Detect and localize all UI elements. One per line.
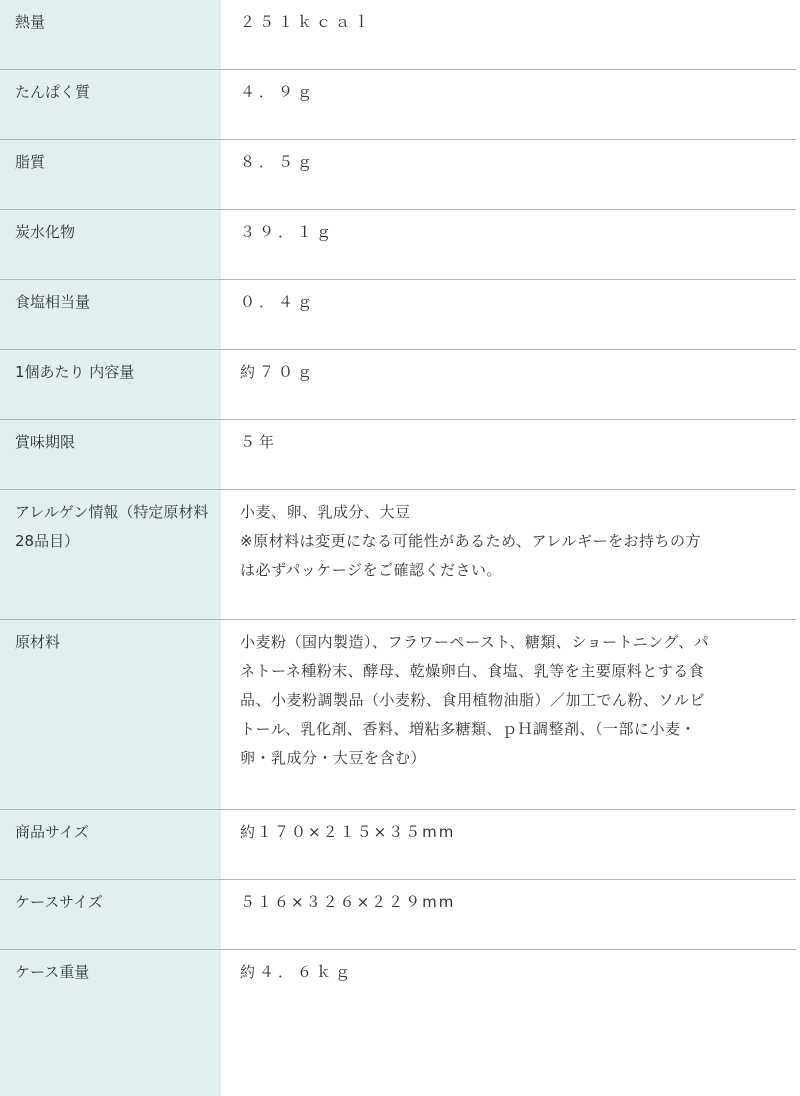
spec-label: 食塩相当量 (15, 293, 91, 311)
spec-label: ケース重量 (15, 963, 90, 981)
spec-value: 小麦、卵、乳成分、大豆 ※原材料は変更になる可能性があるため、アレルギーをお持ちの方は必ずパッケージをご確認ください。 (240, 503, 701, 579)
spec-row-ingredients (0, 620, 796, 810)
spec-row-content-per-piece (0, 350, 796, 420)
spec-label: 賞味期限 (15, 433, 76, 451)
spec-value: ２５１ｋｃａｌ (240, 13, 374, 31)
spec-label: ケースサイズ (15, 893, 103, 911)
spec-row-carbohydrate (0, 210, 796, 280)
spec-value: ５１６×３２６×２２９mm (240, 893, 456, 911)
spec-row-fat (0, 140, 796, 210)
spec-value: ３９．１ｇ (240, 223, 336, 241)
spec-row-allergen-info (0, 490, 796, 620)
spec-label: たんぱく質 (15, 83, 91, 101)
spec-value: 小麦粉（国内製造）、フラワーペースト、糖類、ショートニング、パネトーネ種粉末、酵母、乾燥卵白、食塩、乳等を主要原料とする食品、小麦粉調製品（小麦粉、食用植物油脂）／加工でん粉、ソルビトール、乳化剤、香料、増粘多糖類、ｐＨ調整剤、（一部に小麦・卵・乳成分・大豆を含む） (240, 633, 710, 767)
spec-value: ０．４ｇ (240, 293, 317, 311)
spec-label: 熱量 (15, 13, 46, 31)
spec-value: ４．９ｇ (240, 83, 317, 101)
spec-row-case-weight (0, 950, 796, 1096)
spec-label: 原材料 (15, 633, 61, 651)
spec-label: 脂質 (15, 153, 46, 171)
spec-value: 約７０ｇ (240, 363, 317, 381)
spec-value: 約１７０×２１５×３５mm (240, 823, 456, 841)
spec-value: ８．５ｇ (240, 153, 317, 171)
spec-label: 商品サイズ (15, 823, 89, 841)
spec-label: 1個あたり 内容量 (15, 363, 135, 381)
spec-row-calories (0, 0, 796, 70)
spec-row-case-size (0, 880, 796, 950)
spec-row-protein (0, 70, 796, 140)
spec-row-salt (0, 280, 796, 350)
spec-label: 炭水化物 (15, 223, 76, 241)
spec-label: アレルゲン情報（特定原材料28品目） (15, 503, 209, 550)
spec-row-product-size (0, 810, 796, 880)
spec-row-shelf-life (0, 420, 796, 490)
spec-value: ５年 (240, 433, 279, 451)
spec-value: 約４．６ｋｇ (240, 963, 355, 981)
